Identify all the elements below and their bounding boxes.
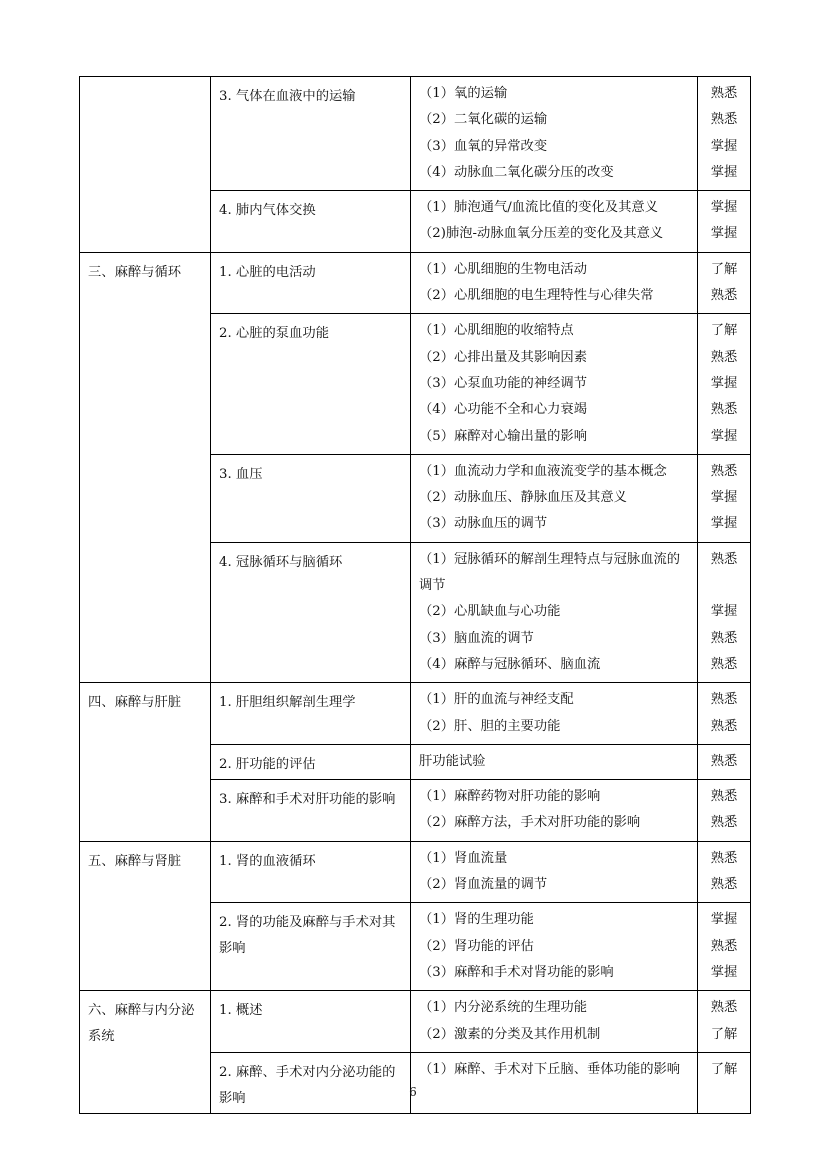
requirement-level: 掌握 — [710, 428, 738, 444]
requirement-cell — [698, 314, 751, 454]
content-item: （2）心肌细胞的电生理特性与心律失常 — [419, 288, 654, 304]
content-item: （3）动脉血压的调节 — [419, 516, 548, 532]
requirement-level: 熟悉 — [710, 463, 738, 479]
topic-cell: 1. 心脏的电活动 — [211, 252, 411, 314]
content-item: （3）麻醉和手术对肾功能的影响 — [419, 964, 614, 980]
requirement-level: 掌握 — [710, 964, 738, 980]
content-item: （2)肺泡-动脉血氧分压差的变化及其意义 — [419, 226, 664, 242]
requirement-level: 掌握 — [710, 912, 738, 928]
content-item: （1）血流动力学和血液流变学的基本概念 — [419, 463, 667, 479]
content-item: （1）麻醉、手术对下丘脑、垂体功能的影响 — [419, 1061, 681, 1077]
unit-cell — [80, 77, 211, 253]
requirement-level: 熟悉 — [710, 789, 738, 805]
table-row — [80, 991, 751, 1053]
content-item: （1）冠脉循环的解剖生理特点与冠脉血流的调节 — [419, 551, 681, 594]
requirement-level: 掌握 — [710, 375, 738, 391]
topic-cell: 2. 肾的功能及麻醉与手术对其影响 — [211, 903, 411, 991]
syllabus-table-body — [80, 77, 751, 1114]
content-item: （2）麻醉方法，手术对肝功能的影响 — [419, 815, 641, 831]
requirement-level: 了解 — [710, 1026, 738, 1042]
requirement-level: 掌握 — [710, 490, 738, 506]
requirement-level: 掌握 — [710, 226, 738, 242]
requirement-level: 熟悉 — [710, 815, 738, 831]
topic-cell: 3. 气体在血液中的运输 — [211, 77, 411, 191]
content-cell — [411, 77, 698, 191]
content-cell — [411, 252, 698, 314]
content-cell — [411, 454, 698, 542]
unit-cell: 六、麻醉与内分泌系统 — [80, 991, 211, 1114]
requirement-cell — [698, 744, 751, 779]
content-cell — [411, 903, 698, 991]
content-item: （2）动脉血压、静脉血压及其意义 — [419, 490, 627, 506]
requirement-cell — [698, 683, 751, 745]
requirement-level: 掌握 — [710, 604, 738, 620]
content-item: （2）心排出量及其影响因素 — [419, 349, 588, 365]
content-item: （3）心泵血功能的神经调节 — [419, 375, 588, 391]
requirement-level: 熟悉 — [710, 112, 738, 128]
content-item: （1）麻醉药物对肝功能的影响 — [419, 789, 601, 805]
requirement-level: 了解 — [710, 1061, 738, 1077]
requirement-cell — [698, 77, 751, 191]
requirement-level: 掌握 — [710, 516, 738, 532]
content-item: （2）心肌缺血与心功能 — [419, 604, 561, 620]
content-item: （5）麻醉对心输出量的影响 — [419, 428, 588, 444]
content-item: （1）心肌细胞的收缩特点 — [419, 323, 574, 339]
requirement-level: 掌握 — [710, 138, 738, 154]
content-cell — [411, 744, 698, 779]
requirement-level: 熟悉 — [710, 656, 738, 672]
page-number: 6 — [409, 1085, 417, 1099]
content-cell — [411, 683, 698, 745]
content-item: 肝功能试验 — [419, 753, 486, 769]
content-item: （1）肾血流量 — [419, 850, 508, 866]
requirement-cell — [698, 454, 751, 542]
table-row — [80, 841, 751, 903]
content-item: （3）脑血流的调节 — [419, 630, 534, 646]
line-spacer — [698, 573, 750, 599]
content-item: （1）心肌细胞的生物电活动 — [419, 261, 588, 277]
requirement-cell — [698, 191, 751, 253]
requirement-cell — [698, 542, 751, 682]
requirement-level: 熟悉 — [710, 1000, 738, 1016]
requirement-cell — [698, 780, 751, 842]
requirement-level: 了解 — [710, 261, 738, 277]
table-row — [80, 252, 751, 314]
topic-cell: 1. 肝胆组织解剖生理学 — [211, 683, 411, 745]
content-item: （1）肺泡通气/血流比值的变化及其意义 — [419, 200, 658, 216]
content-item: （2）肾血流量的调节 — [419, 877, 548, 893]
requirement-cell — [698, 1052, 751, 1114]
content-item: （2）二氧化碳的运输 — [419, 112, 548, 128]
requirement-cell — [698, 841, 751, 903]
content-item: （2）肾功能的评估 — [419, 938, 534, 954]
content-item: （3）血氧的异常改变 — [419, 138, 548, 154]
unit-cell: 五、麻醉与肾脏 — [80, 841, 211, 990]
topic-cell: 1. 概述 — [211, 991, 411, 1053]
table-row — [80, 77, 751, 191]
requirement-level: 熟悉 — [710, 402, 738, 418]
requirement-level: 熟悉 — [710, 718, 738, 734]
table-row — [80, 683, 751, 745]
requirement-level: 熟悉 — [710, 753, 738, 769]
requirement-level: 熟悉 — [710, 86, 738, 101]
content-cell — [411, 542, 698, 682]
requirement-cell — [698, 903, 751, 991]
topic-cell: 2. 麻醉、手术对内分泌功能的影响 — [211, 1052, 411, 1114]
content-cell — [411, 191, 698, 253]
content-cell — [411, 1052, 698, 1114]
requirement-level: 掌握 — [710, 200, 738, 216]
requirement-level: 熟悉 — [710, 288, 738, 304]
requirement-level: 了解 — [710, 323, 738, 339]
content-cell — [411, 991, 698, 1053]
requirement-level: 熟悉 — [710, 692, 738, 708]
requirement-level: 熟悉 — [710, 630, 738, 646]
requirement-cell — [698, 991, 751, 1053]
content-item: （2）激素的分类及其作用机制 — [419, 1026, 601, 1042]
topic-cell: 4. 冠脉循环与脑循环 — [211, 542, 411, 682]
topic-cell: 3. 血压 — [211, 454, 411, 542]
content-item: （1）内分泌系统的生理功能 — [419, 1000, 588, 1016]
unit-cell: 三、麻醉与循环 — [80, 252, 211, 682]
content-item: （4）麻醉与冠脉循环、脑血流 — [419, 656, 601, 672]
content-item: （1）氧的运输 — [419, 86, 508, 101]
requirement-level: 熟悉 — [710, 877, 738, 893]
content-item: （2）肝、胆的主要功能 — [419, 718, 561, 734]
syllabus-table — [79, 76, 751, 1114]
content-item: （1）肾的生理功能 — [419, 912, 534, 928]
requirement-level: 熟悉 — [710, 938, 738, 954]
requirement-level: 掌握 — [710, 164, 738, 180]
unit-cell: 四、麻醉与肝脏 — [80, 683, 211, 841]
requirement-level: 熟悉 — [710, 349, 738, 365]
requirement-level: 熟悉 — [710, 551, 738, 567]
topic-cell: 4. 肺内气体交换 — [211, 191, 411, 253]
content-cell — [411, 780, 698, 842]
topic-cell: 1. 肾的血液循环 — [211, 841, 411, 903]
topic-cell: 3. 麻醉和手术对肝功能的影响 — [211, 780, 411, 842]
content-cell — [411, 841, 698, 903]
content-item: （1）肝的血流与神经支配 — [419, 692, 574, 708]
topic-cell: 2. 心脏的泵血功能 — [211, 314, 411, 454]
requirement-level: 熟悉 — [710, 850, 738, 866]
content-item: （4）动脉血二氧化碳分压的改变 — [419, 164, 614, 180]
content-cell — [411, 314, 698, 454]
requirement-cell — [698, 252, 751, 314]
content-item: （4）心功能不全和心力衰竭 — [419, 402, 588, 418]
topic-cell: 2. 肝功能的评估 — [211, 744, 411, 779]
